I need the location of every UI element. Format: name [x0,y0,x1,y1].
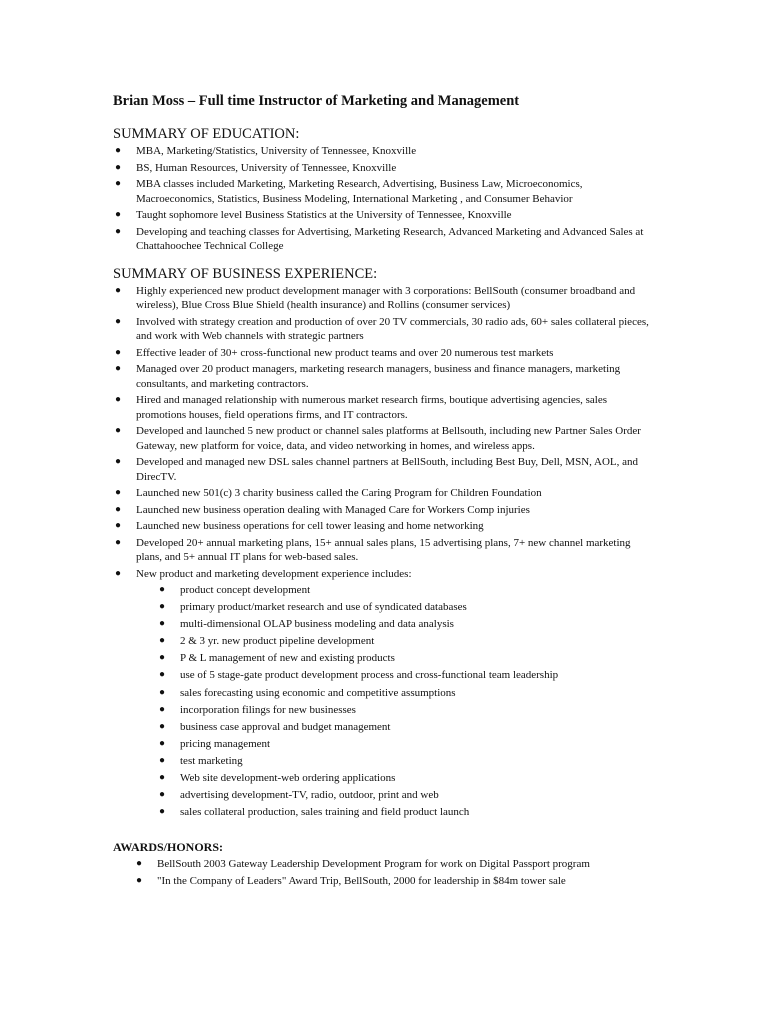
bullet-icon: ● [115,346,122,358]
bullet-icon: ● [115,394,122,405]
experience-subitem: ● incorporation filings for new businesses [159,703,356,716]
education-heading: SUMMARY OF EDUCATION: [113,126,300,142]
bullet-icon: ● [159,772,166,784]
bullet-icon: ● [159,584,166,595]
experience-item: ● Highly experienced new product development manager with 3 corporations: BellSouth (consumer broadband and wireless), Blue Cross Blue Shield (health insurance) and Rollins (consumer services) [115,284,636,311]
experience-item: ● Managed over 20 product managers, marketing research managers, business and finance managers, marketing consultants, and marketing contractors. [115,363,621,390]
bullet-icon: ● [115,363,122,374]
bullet-icon: ● [159,737,166,749]
education-item: ● Developing and teaching classes for Advertising, Marketing Research, Advanced Marketing and Advanced Sales at Chattahoochee Technical College [115,225,644,252]
bullet-icon: ● [159,686,166,698]
experience-heading: SUMMARY OF BUSINESS EXPERIENCE: [113,265,378,282]
experience-item: ● Launched new business operations for cell tower leasing and home networking [115,520,484,532]
bullet-icon: ● [115,209,122,220]
experience-item: ● Launched new 501(c) 3 charity business called the Caring Program for Children Foundation [115,487,542,499]
bullet-icon: ● [159,618,166,630]
bullet-icon: ● [136,857,143,869]
experience-item: ● Developed 20+ annual marketing plans, 15+ annual sales plans, 15 advertising plans, 7+ new channel marketing plans, and 5+ annual IT plans for web-based sales. [115,536,631,563]
bullet-icon: ● [159,703,166,715]
experience-item: ● Launched new business operation dealing with Managed Care for Workers Comp injuries [115,503,530,516]
bullet-icon: ● [136,875,143,887]
bullet-icon: ● [159,669,166,681]
bullet-icon: ● [115,425,122,436]
bullet-icon: ● [115,161,122,173]
experience-list [113,284,653,820]
experience-item: ● Effective leader of 30+ cross-functional new product teams and over 20 numerous test markets [115,346,554,359]
bullet-icon: ● [115,284,122,296]
bullet-icon: ● [115,536,122,548]
bullet-icon: ● [115,503,122,515]
bullet-icon: ● [115,567,122,579]
bullet-icon: ● [115,178,122,189]
experience-subitem: ● primary product/market research and use of syndicated databases [159,601,467,614]
experience-subitem: ● P & L management of new and existing products [159,652,395,665]
bullet-icon: ● [159,806,166,818]
award-item: ● BellSouth 2003 Gateway Leadership Development Program for work on Digital Passport program [136,857,590,870]
education-item: ● BS, Human Resources, University of Tennessee, Knoxville [115,161,397,174]
awards-list [113,857,653,889]
bullet-icon: ● [159,754,166,766]
education-item: ● MBA classes included Marketing, Marketing Research, Advertising, Business Law, Microeconomics, Macroeconomics, Statistics, Business Modeling, International Marketing , and Consumer Behavior [115,178,583,205]
experience-subitem: ● Web site development-web ordering applications [159,772,396,785]
experience-item: ● Developed and managed new DSL sales channel partners at BellSouth, including Best Buy, Dell, MSN, AOL, and DirecTV. [115,456,639,483]
bullet-icon: ● [115,487,122,498]
experience-sublist [136,583,653,820]
experience-item: ● Hired and managed relationship with numerous market research firms, boutique advertising agencies, sales promotions houses, field operations firms, and IT contractors. [115,394,608,421]
award-item: ● "In the Company of Leaders" Award Trip, BellSouth, 2000 for leadership in $84m tower sale [136,875,566,888]
education-item: ● MBA, Marketing/Statistics, University of Tennessee, Knoxville [115,145,417,157]
document-title: Brian Moss – Full time Instructor of Marketing and Management [113,93,520,109]
bullet-icon: ● [115,225,122,237]
bullet-icon: ● [115,315,122,327]
experience-subitem: ● multi-dimensional OLAP business modeling and data analysis [159,618,454,631]
experience-subitem: ● product concept development [159,584,311,596]
bullet-icon: ● [115,456,122,467]
bullet-icon: ● [115,520,122,531]
bullet-icon: ● [159,652,166,664]
experience-item: ● New product and marketing development experience includes: ● product concept development ● primary product/market research and use of syndicated databases ● multi-dimensional OLAP business modeling and data analysis ● 2 & 3 yr. new product pipeline development ● P & L management of new and existing products ● use of 5 stage-gate product development process and cross-functional team leadership ● sales forecasting using economic and competitive assumptions ● incorporation filings for new businesses ● business case approval and budget management ● pricing management ● test marketing ● Web site development-web ordering applications ● advertising development-TV, radio, outdoor, print and web ● sales collateral production, sales training and field product launch [113,567,653,820]
experience-subitem: ● use of 5 stage-gate product development process and cross-functional team leadership [159,669,559,682]
bullet-icon: ● [115,145,122,156]
experience-subitem: ● 2 & 3 yr. new product pipeline development [159,635,375,648]
experience-subitem: ● sales collateral production, sales training and field product launch [159,806,470,819]
education-list [113,144,653,254]
resume-content [113,92,653,892]
awards-heading: AWARDS/HONORS: [113,839,224,854]
experience-item: ● Involved with strategy creation and production of over 20 TV commercials, 30 radio ads, 60+ sales collateral pieces, and work with Web channels with strategic partners [115,315,649,342]
bullet-icon: ● [159,601,166,613]
experience-subitem: ● advertising development-TV, radio, outdoor, print and web [159,789,439,802]
experience-item: ● Developed and launched 5 new product or channel sales platforms at Bellsouth, including new Partner Sales Order Gateway, new platform for voice, data, and video networking in homes, and wireless apps. [115,425,641,452]
bullet-icon: ● [159,789,166,801]
experience-subitem: ● pricing management [159,737,271,750]
bullet-icon: ● [159,720,166,732]
experience-subitem: ● test marketing [159,754,243,767]
experience-subitem: ● business case approval and budget management [159,720,391,733]
experience-subitem: ● sales forecasting using economic and competitive assumptions [159,686,456,699]
education-item: ● Taught sophomore level Business Statistics at the University of Tennessee, Knoxville [115,209,512,221]
bullet-icon: ● [159,635,166,647]
